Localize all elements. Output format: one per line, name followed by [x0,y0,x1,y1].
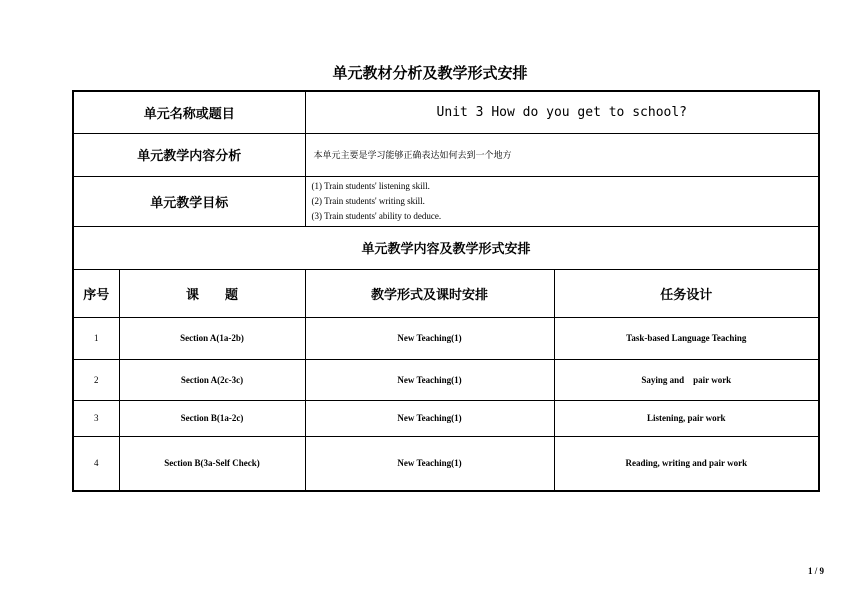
row-task: Saying and pair work [554,359,819,400]
page-title: 单元教材分析及教学形式安排 [332,64,528,82]
unit-title-row [73,91,819,133]
teaching-goals-row [73,176,819,226]
unit-title-value: Unit 3 How do you get to school? [305,91,819,133]
teaching-goal-item: (3) Train students' ability to deduce. [311,210,442,221]
row-task: Listening, pair work [554,400,819,436]
table-row [73,317,819,359]
row-topic: Section B(3a-Self Check) [119,436,305,491]
table-row [73,436,819,491]
page-number: 1 / 9 [807,566,824,576]
row-topic: Section B(1a-2c) [119,400,305,436]
teaching-goal-item: (2) Train students' writing skill. [311,195,425,206]
teaching-goals-list [305,176,819,226]
content-analysis-row [73,133,819,176]
row-form: New Teaching(1) [305,317,554,359]
row-number: 4 [73,436,119,491]
column-header-task: 任务设计 [554,269,819,317]
teaching-goal-item: (1) Train students' listening skill. [311,180,430,191]
column-header-topic: 课 题 [119,269,305,317]
row-number: 1 [73,317,119,359]
table-row [73,400,819,436]
column-header-form: 教学形式及课时安排 [305,269,554,317]
row-task: Reading, writing and pair work [554,436,819,491]
content-analysis-label: 单元教学内容分析 [73,133,305,176]
content-analysis-value: 本单元主要是学习能够正确表达如何去到一个地方 [305,133,819,176]
unit-plan-table [72,90,820,492]
row-task: Task-based Language Teaching [554,317,819,359]
row-topic: Section A(1a-2b) [119,317,305,359]
column-header-number: 序号 [73,269,119,317]
column-header-row [73,269,819,317]
row-number: 2 [73,359,119,400]
row-form: New Teaching(1) [305,359,554,400]
teaching-goals-label: 单元教学目标 [73,176,305,226]
row-form: New Teaching(1) [305,400,554,436]
arrangement-heading: 单元教学内容及教学形式安排 [73,226,819,269]
row-form: New Teaching(1) [305,436,554,491]
unit-title-label: 单元名称或题目 [73,91,305,133]
arrangement-heading-row [73,226,819,269]
row-number: 3 [73,400,119,436]
row-topic: Section A(2c-3c) [119,359,305,400]
table-row [73,359,819,400]
